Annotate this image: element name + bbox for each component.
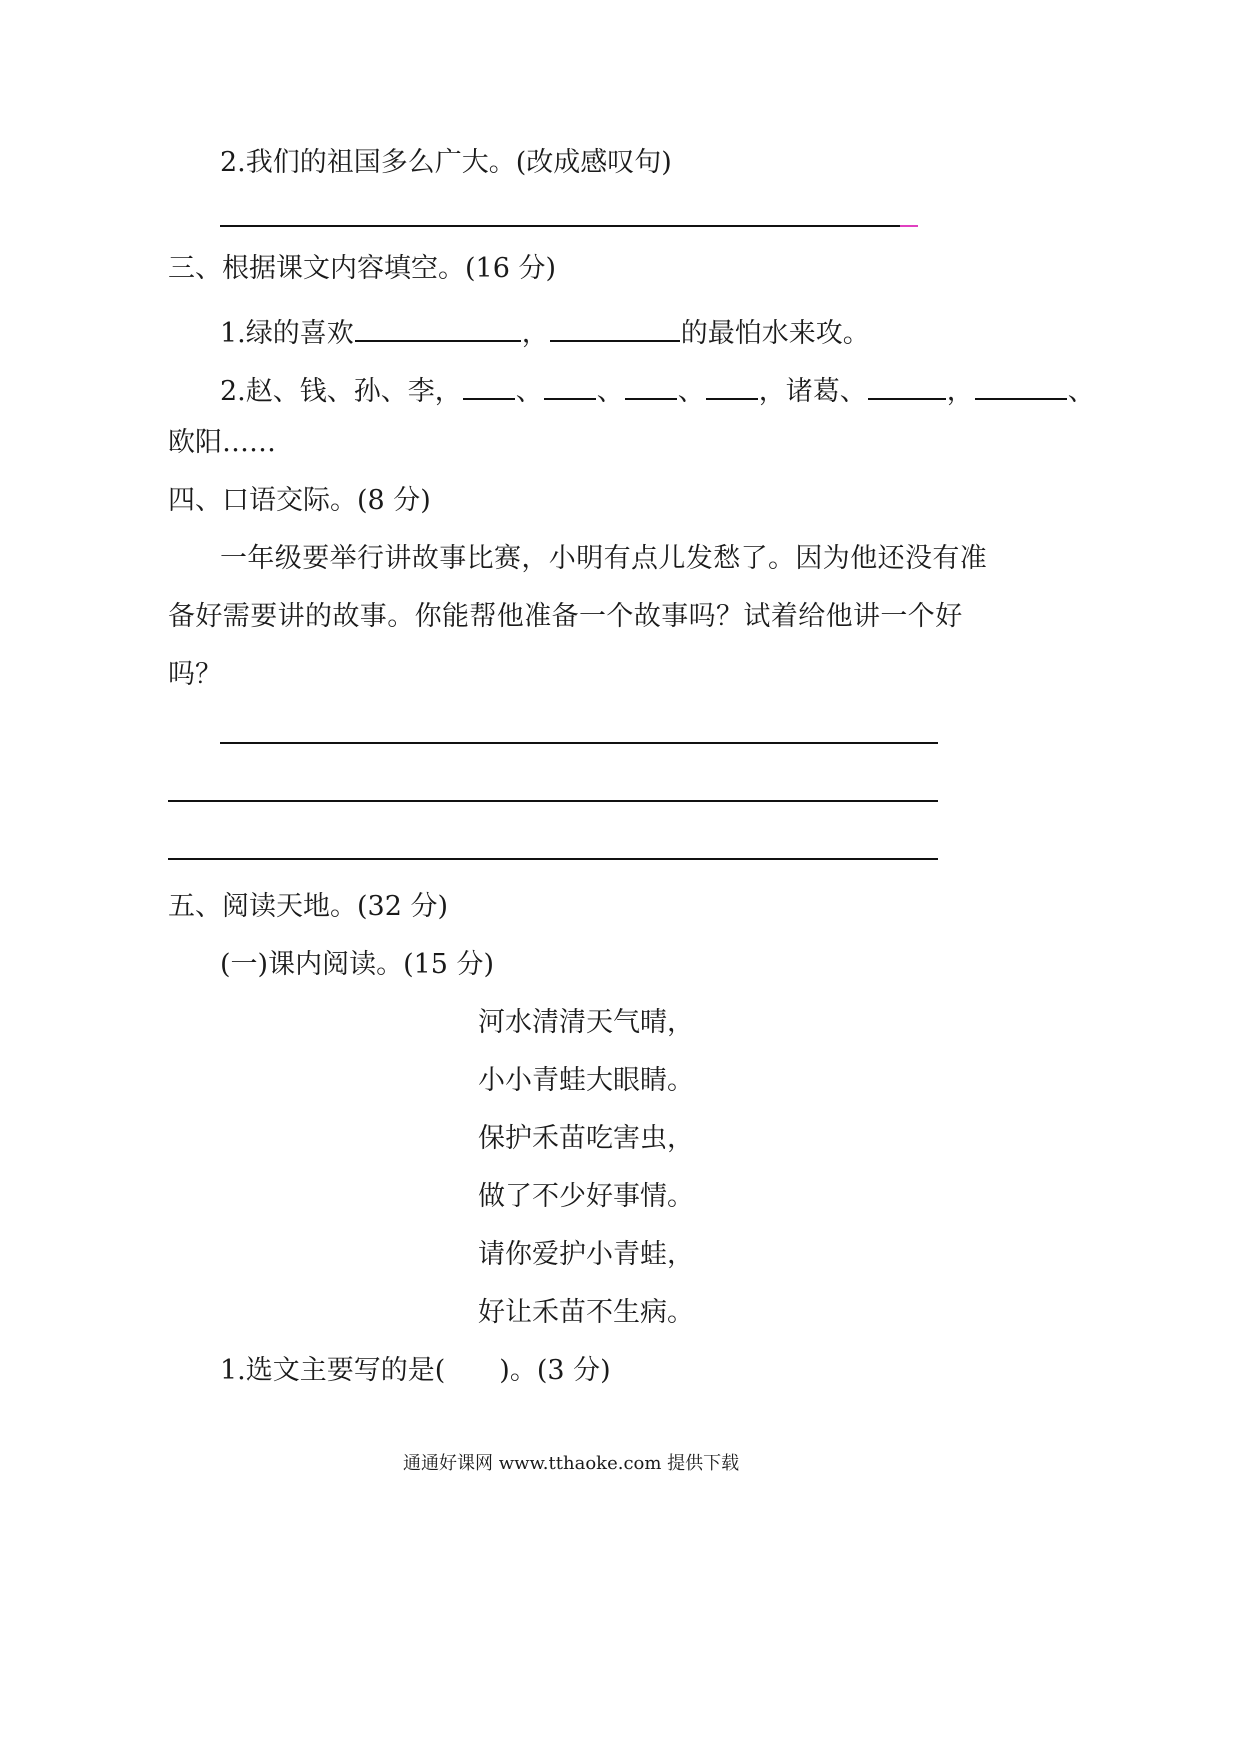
item-2-sep: 、: [515, 376, 543, 407]
item-2-text-d: 、: [1067, 376, 1095, 407]
section-4-paragraph-line-1: 一年级要举行讲故事比赛，小明有点儿发愁了。因为他还没有准: [220, 543, 988, 574]
fill-blank[interactable]: [550, 310, 680, 342]
section-5-title: 五、阅读天地。(32 分): [168, 891, 449, 922]
item-2-text-b: ，诸葛、: [758, 376, 867, 407]
section-3-title: 三、根据课文内容填空。(16 分): [168, 253, 557, 284]
section-4-paragraph-line-3: 吗？: [168, 659, 222, 690]
section-4-paragraph-line-2: 备好需要讲的故事。你能帮他准备一个故事吗？试着给他讲一个好: [168, 601, 963, 632]
poem-line: 请你爱护小青蛙，: [478, 1239, 694, 1270]
fill-blank[interactable]: [544, 368, 596, 400]
item-2-sep: 、: [596, 376, 624, 407]
section-3-item-1: [220, 310, 870, 351]
question-1-text-b: )。(3 分): [499, 1355, 611, 1386]
section-5-subsection-1: (一)课内阅读。(15 分): [220, 949, 495, 980]
answer-line: [168, 858, 938, 860]
section-5-question-1: [220, 1354, 611, 1388]
answer-line: [220, 225, 900, 227]
fill-blank[interactable]: [706, 368, 758, 400]
question-2-rewrite: 2.我们的祖国多么广大。(改成感叹句): [220, 147, 672, 178]
item-2-continuation: 欧阳……: [168, 427, 276, 458]
item-1-comma: ，: [521, 318, 549, 349]
fill-blank[interactable]: [868, 368, 946, 400]
question-1-text-a: 1.选文主要写的是(: [220, 1355, 446, 1386]
section-4-title: 四、口语交际。(8 分): [168, 485, 431, 516]
poem-line: 做了不少好事情。: [478, 1181, 694, 1212]
page-footer: 通通好课网 www.tthaoke.com 提供下载: [403, 1453, 740, 1474]
fill-blank[interactable]: [975, 368, 1067, 400]
poem-line: 保护禾苗吃害虫，: [478, 1123, 694, 1154]
poem-line: 好让禾苗不生病。: [478, 1297, 694, 1328]
fill-blank[interactable]: [355, 310, 521, 342]
item-2-text-a: 2.赵、钱、孙、李，: [220, 376, 462, 407]
fill-blank[interactable]: [463, 368, 515, 400]
answer-line: [168, 800, 938, 802]
pink-mark: [900, 225, 918, 227]
poem-line: 河水清清天气晴，: [478, 1007, 694, 1038]
item-2-sep: 、: [677, 376, 705, 407]
section-3-item-2: [220, 368, 1095, 409]
item-2-text-c: ，: [946, 376, 974, 407]
poem-line: 小小青蛙大眼睛。: [478, 1065, 694, 1096]
item-1-text-a: 1.绿的喜欢: [220, 318, 354, 349]
answer-line: [220, 742, 938, 744]
fill-blank[interactable]: [625, 368, 677, 400]
item-1-text-c: 的最怕水来攻。: [680, 318, 870, 349]
